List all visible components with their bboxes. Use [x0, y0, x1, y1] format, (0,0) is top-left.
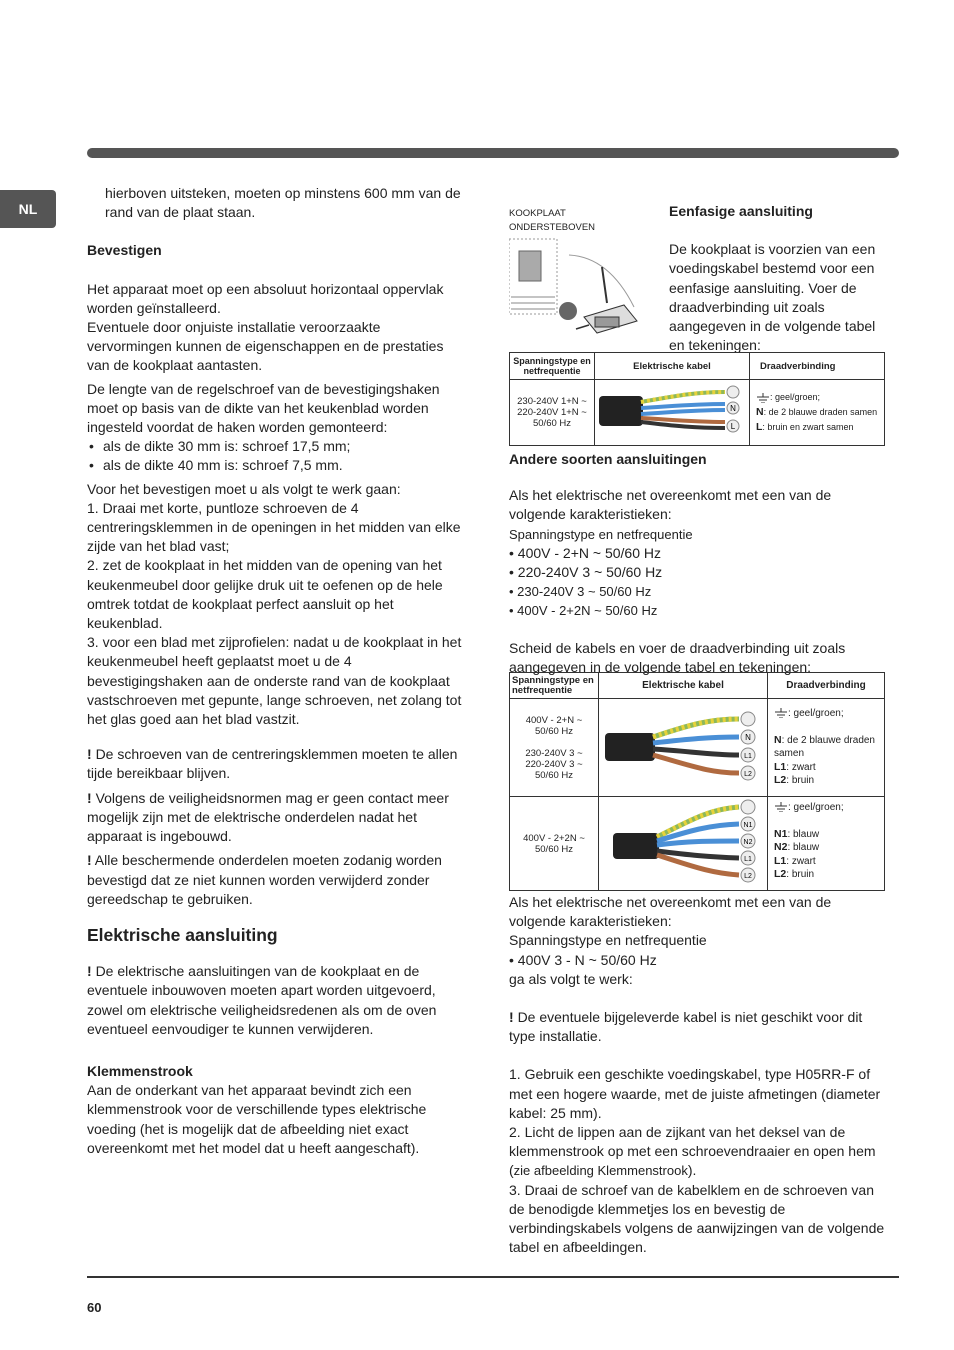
phase-2-text: : bruin	[786, 775, 815, 786]
single-phase-cable-diagram	[595, 380, 745, 442]
terminal-label: L2	[744, 873, 752, 880]
warning-text: De eventuele bijgeleverde kabel is niet geschikt voor dit type installatie.	[509, 1009, 863, 1045]
andere-block	[509, 450, 889, 677]
eenfasig-block	[669, 202, 889, 355]
column-header: Elektrische kabel	[599, 673, 768, 699]
warning-3	[87, 851, 469, 909]
ground-text: : geel/groen;	[788, 802, 844, 813]
list-item: • 400V - 2+2N ~ 50/60 Hz	[509, 603, 658, 619]
phase-2-text: : bruin	[786, 869, 815, 880]
als-text: Als het elektrische net overeenkomt met een van de volgende karakteristieken:	[509, 894, 832, 930]
neutral-2-text: : blauw	[787, 842, 820, 853]
connection-cell	[750, 380, 885, 446]
bevestigen-p3: De lengte van de regelschroef van de bevestigingshaken moet op basis van de dikte van het keukenblad worden ingesteld voordat de haken worden gemonteerd:	[87, 380, 440, 436]
figure-label-1: KOOKPLAAT	[509, 208, 566, 219]
phase-1-text: : zwart	[786, 761, 816, 773]
three-phase-cable-diagram	[599, 699, 763, 793]
list-item: • als de dikte 30 mm is: schroef 17,5 mm;	[87, 437, 469, 456]
connection-cell	[768, 699, 885, 797]
ground-icon	[756, 393, 770, 403]
steps-intro: Voor het bevestigen moet u als volgt te werk gaan:	[87, 480, 401, 497]
warning-mark: !	[87, 963, 92, 980]
left-column	[87, 184, 469, 1158]
als-sub: Spanningstype en netfrequentie	[509, 932, 707, 949]
step-2: 2. zet de kookplaat in het midden van de opening van het keukenmeubel door gelijke druk uit te oefenen op de hele omtrek totdat de kookplaat perfect aansluit op het keukenblad.	[87, 557, 443, 632]
intro-text: hierboven uitsteken, moeten op minstens 600 mm van de rand van de plaat staan.	[105, 185, 461, 221]
step-3: 3. voor een blad met zijprofielen: nadat u de kookplaat in het keukenmeubel heeft geplaatst moet u de 4 bevestigingshaken aan de onderste rand van de kookplaat vastschroeven met gepunte, lange schroeven, net zolang tot het glas goed aan het blad vastzit.	[87, 634, 462, 728]
andere-p1: Als het elektrische net overeenkomt met een van de volgende karakteristieken:	[509, 487, 832, 523]
voltage-cell: 400V - 2+2N ~ 50/60 Hz	[510, 797, 599, 891]
phase-2-symbol: L2	[774, 868, 787, 880]
figure-label	[509, 207, 659, 235]
bevestigen-p2: Eventuele door onjuiste installatie veroorzaakte vervormingen kunnen de eigenschappen en de prestaties van de kookplaat aantasten.	[87, 319, 444, 374]
column-header: Elektrische kabel	[595, 353, 750, 380]
voltage-b: 230-240V 3 ~ 220-240V 3 ~ 50/60 Hz	[525, 747, 583, 781]
bevestigen-heading: Bevestigen	[87, 242, 162, 259]
bevestigen-p1: Het apparaat moet op een absoluut horizontaal oppervlak worden geïnstalleerd.	[87, 280, 444, 316]
ground-icon	[774, 802, 788, 812]
top-bar	[87, 148, 899, 158]
live-symbol: L	[756, 421, 763, 433]
terminal-label: N2	[743, 839, 753, 846]
terminal-block-illustration	[509, 237, 659, 349]
terminal-label: L1	[744, 753, 752, 760]
final-block	[509, 893, 889, 1257]
als-item: • 400V 3 - N ~ 50/60 Hz	[509, 951, 657, 968]
thickness-list	[87, 437, 469, 475]
warning-mark: !	[509, 1009, 514, 1026]
warning-text: Alle beschermende onderdelen moeten zodanig worden bevestigd dat ze niet kunnen worden verwijderd zonder gereedschap te gebruiken.	[87, 852, 442, 907]
step-1: 1. Gebruik een geschikte voedingskabel, type H05RR-F of met een hogere waarde, met de juiste afmetingen (diameter kabel: 25 mm).	[509, 1066, 881, 1121]
cable-diagram-cell	[599, 797, 768, 891]
phase-1-text: : zwart	[786, 855, 816, 867]
voltage-cell: 230-240V 1+N ~ 220-240V 1+N ~ 50/60 Hz	[510, 380, 595, 446]
voltage-a: 400V - 2+N ~ 50/60 Hz	[525, 714, 583, 737]
step-3: 3. Draai de schroef van de kabelklem en de schroeven van de benodigde klemmetjes los en bevestig de verbindingskabels volgens de aanwijzingen van de volgende tabel en afbeeldingen.	[509, 1181, 885, 1256]
eenfasig-text: De kookplaat is voorzien van een voedingskabel bestemd voor een eenfasige aansluiting. Voer de draadverbinding uit zoals aangegeven in de volgende tabel en tekeningen:	[669, 241, 876, 354]
warning-mark: !	[87, 789, 92, 806]
als-end: ga als volgt te werk:	[509, 970, 633, 987]
neutral-text: : de 2 blauwe draden samen	[763, 407, 878, 417]
step-2-close: ).	[687, 1162, 697, 1179]
list-item: • als de dikte 40 mm is: schroef 7,5 mm.	[87, 456, 469, 475]
eenfasig-heading: Eenfasige aansluiting	[669, 203, 813, 219]
neutral-symbol: N	[774, 733, 782, 746]
terminal-label: L	[730, 422, 736, 431]
neutral-text: : de 2 blauwe draden samen	[774, 734, 875, 759]
andere-sub: Spanningstype en netfrequentie	[509, 526, 693, 542]
warning-4	[87, 962, 469, 1039]
terminal-label: L1	[744, 856, 752, 863]
phase-1-symbol: L1	[774, 854, 787, 867]
ground-text: : geel/groen;	[788, 708, 844, 719]
neutral-1-symbol: N1	[774, 827, 788, 840]
column-header: Draadverbinding	[750, 353, 885, 380]
terminal-label: N1	[743, 822, 753, 829]
warning-1	[87, 745, 469, 783]
terminal-label: N	[730, 404, 736, 413]
neutral-1-text: : blauw	[787, 828, 820, 840]
list-item: • 400V - 2+N ~ 50/60 Hz	[509, 544, 661, 561]
warning-2	[87, 789, 469, 847]
neutral-symbol: N	[756, 406, 764, 418]
voltage-cell	[510, 699, 599, 797]
warning-mark: !	[87, 746, 92, 763]
hob-figure	[509, 207, 659, 357]
warning-text: Volgens de veiligheidsnormen mag er geen contact meer mogelijk zijn met de elektrische onderdelen nadat het apparaat is ingebouwd.	[87, 789, 449, 845]
ground-icon	[774, 708, 788, 718]
phase-1-symbol: L1	[774, 760, 787, 773]
klemmen-heading: Klemmenstrook	[87, 1062, 193, 1079]
column-header: Spanningstype en netfrequentie	[510, 353, 595, 380]
warning-text: De schroeven van de centreringsklemmen moeten te allen tijde bereikbaar blijven.	[87, 746, 458, 782]
page-number: 60	[87, 1300, 102, 1315]
step-2	[509, 1123, 889, 1181]
warning-5	[509, 1008, 889, 1046]
ground-text: : geel/groen;	[770, 392, 821, 402]
cable-diagram-cell	[595, 380, 750, 446]
andere-heading: Andere soorten aansluitingen	[509, 451, 707, 467]
two-phase-two-neutral-cable-diagram	[599, 797, 763, 887]
step-1: 1. Draai met korte, puntloze schroeven de 4 centreringsklemmen in de openingen in het midden van elke zijde van het blad vast;	[87, 499, 461, 555]
language-tab: NL	[0, 190, 56, 228]
multi-phase-table	[509, 672, 885, 891]
klemmen-text: Aan de onderkant van het apparaat bevindt zich een klemmenstrook voor de verschillende types elektrische voeding (het is mogelijk dat de afbeelding niet exact overeenkomt met het model dat u heeft aangeschaft).	[87, 1082, 427, 1156]
warning-text: De elektrische aansluitingen van de kookplaat en de eventuele inbouwoven moeten apart worden uitgevoerd, zowel om elektrische veiligheidsredenen als om de oven eventueel eenvoudiger te kunnen verwijderen.	[87, 963, 437, 1037]
column-header: Spanningstype en netfrequentie	[510, 673, 599, 699]
single-phase-table	[509, 352, 885, 446]
step-2-reference: zie afbeelding Klemmenstrook	[513, 1163, 688, 1179]
phase-2-symbol: L2	[774, 774, 787, 786]
figure-label-2: ONDERSTEBOVEN	[509, 222, 596, 233]
step-2-text: 2. Licht de lippen aan de zijkant van het deksel van de klemmenstrook op met een schroevendraaier en open hem (	[509, 1124, 876, 1179]
scheid-text: Scheid de kabels en voer de draadverbinding uit zoals aangegeven in de volgende tabel en tekeningen:	[509, 639, 846, 675]
live-text: : bruin en zwart samen	[762, 422, 854, 432]
cable-diagram-cell	[599, 699, 768, 797]
section-heading: Elektrische aansluiting	[87, 924, 278, 945]
column-header: Draadverbinding	[768, 673, 885, 699]
list-item: • 230-240V 3 ~ 50/60 Hz	[509, 584, 652, 600]
terminal-label: L2	[744, 771, 752, 778]
warning-mark: !	[87, 852, 92, 869]
list-item: • 220-240V 3 ~ 50/60 Hz	[509, 564, 663, 581]
connection-cell	[768, 797, 885, 891]
neutral-2-symbol: N2	[774, 841, 788, 853]
bottom-rule	[87, 1276, 899, 1278]
terminal-label: N	[745, 733, 751, 742]
